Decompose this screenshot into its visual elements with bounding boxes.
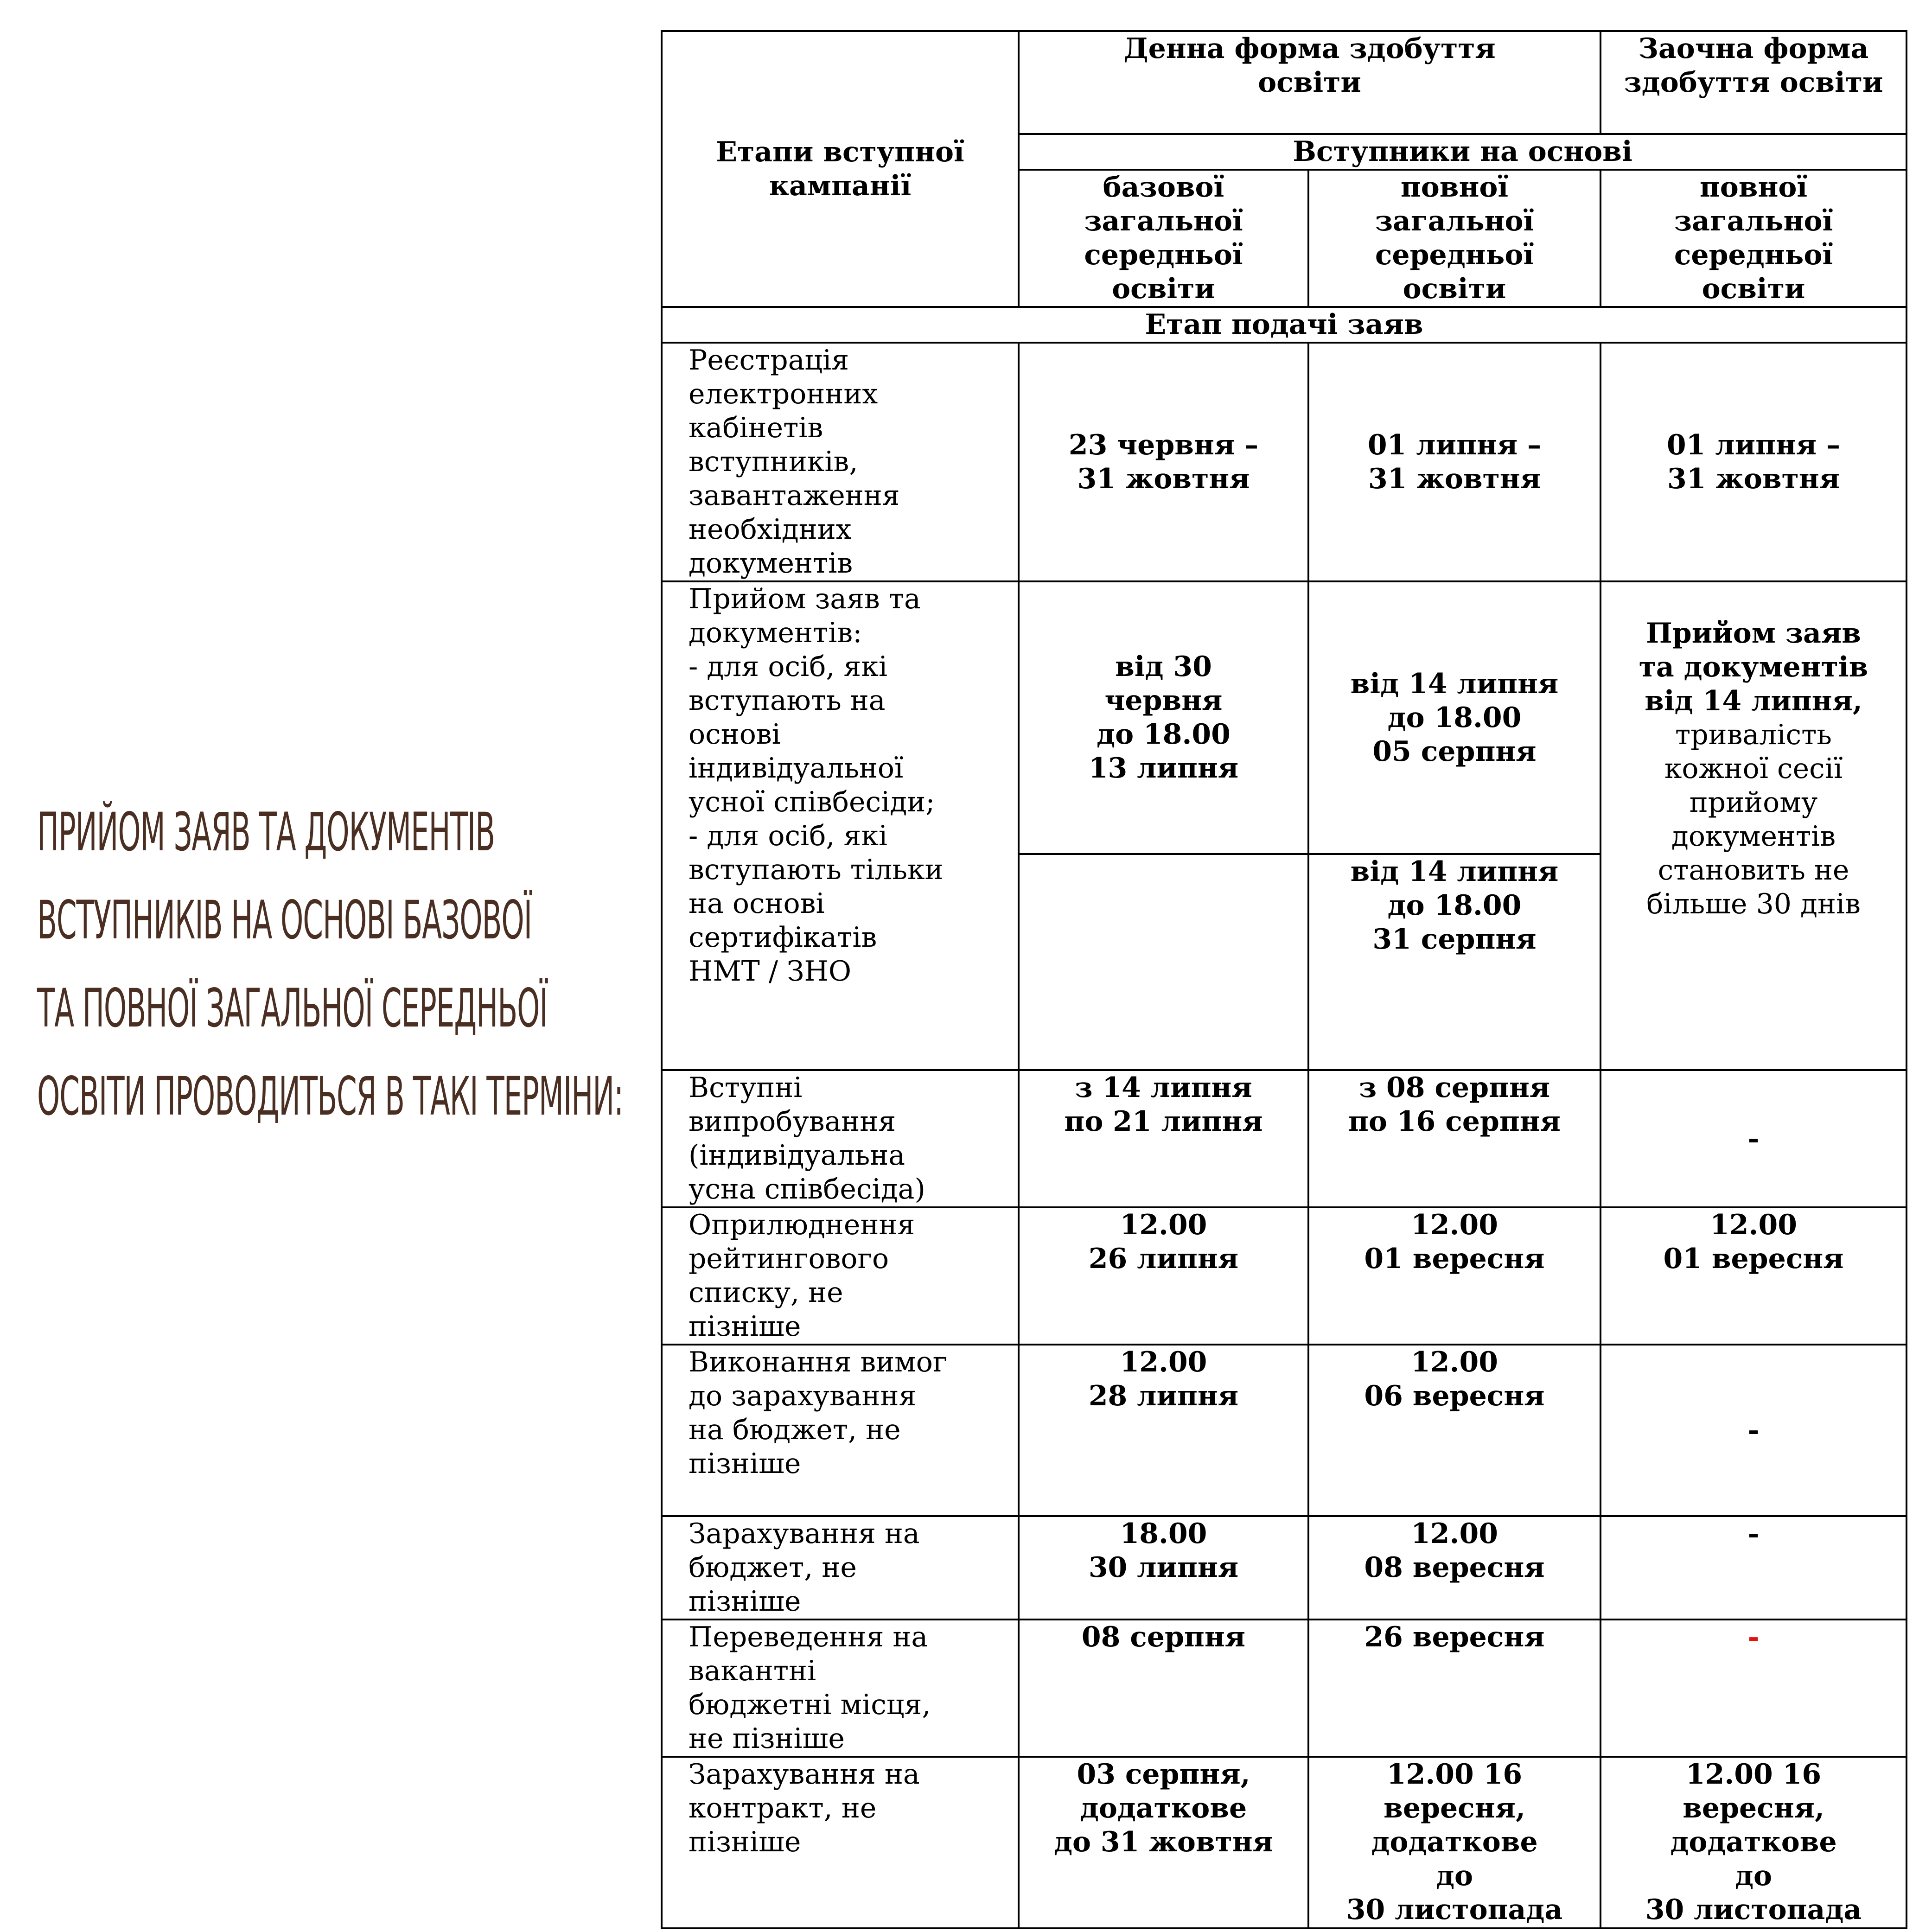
row-enrollment-budget-extra: - <box>1600 1516 1906 1620</box>
row-enrollment-budget-stage: Зарахування на бюджет, не пізніше <box>662 1516 1019 1620</box>
row-intake-a <box>662 581 1906 854</box>
row-rating-basic: 12.00 26 липня <box>1019 1207 1308 1345</box>
row-registration-extra: 01 липня – 31 жовтня <box>1600 343 1906 581</box>
row-enrollment-contract-full-day: 12.00 16 вересня, додаткове до 30 листопада <box>1308 1757 1600 1928</box>
header-extramural-form-text: Заочна форма здобуття освіти <box>1624 32 1883 99</box>
row-exams-stage: Вступні випробування (індивідуальна усна співбесіда) <box>662 1070 1019 1207</box>
header-col-full-extra <box>1600 170 1906 307</box>
row-exams-basic: з 14 липня по 21 липня <box>1019 1070 1308 1207</box>
row-intake-extra-bold: Прийом заяв та документів від 14 липня, <box>1639 617 1868 717</box>
row-rating-stage: Оприлюднення рейтингового списку, не пізніше <box>662 1207 1019 1345</box>
header-day-form <box>1019 31 1600 134</box>
row-enrollment-contract-basic: 03 серпня, додаткове до 31 жовтня <box>1019 1757 1308 1928</box>
row-enrollment-contract-extra: 12.00 16 вересня, додаткове до 30 листопада <box>1600 1757 1906 1928</box>
row-exams-full-day: з 08 серпня по 16 серпня <box>1308 1070 1600 1207</box>
header-day-form-text: Денна форма здобуття освіти <box>1123 32 1496 99</box>
header-col-full-extra-text: повної загальної середньої освіти <box>1674 171 1833 305</box>
row-intake-stage: Прийом заяв та документів: - для осіб, які вступають на основі індивідуальної усної співбесіди; - для осіб, які вступають тільки на основі сертифікатів НМТ / ЗНО <box>662 581 1019 1070</box>
row-transfer-full-day: 26 вересня <box>1308 1620 1600 1757</box>
header-applicants-basis-text: Вступники на основі <box>1293 135 1632 168</box>
header-stages <box>662 31 1019 307</box>
row-intake-basic: від 30 червня до 18.00 13 липня <box>1019 581 1308 854</box>
row-intake-basic-empty <box>1019 854 1308 1070</box>
row-registration <box>662 343 1906 581</box>
side-note-line-2: ВСТУПНИКІВ НА ОСНОВІ БАЗОВОЇ <box>37 889 532 951</box>
section-title-text: Етап подачі заяв <box>1145 308 1423 341</box>
header-col-full-day <box>1308 170 1600 307</box>
row-requirements <box>662 1345 1906 1516</box>
row-enrollment-contract <box>662 1757 1906 1928</box>
section-row <box>662 307 1906 343</box>
row-transfer-extra: - <box>1600 1620 1906 1757</box>
row-registration-full-day: 01 липня – 31 жовтня <box>1308 343 1600 581</box>
row-intake-full-day-interview: від 14 липня до 18.00 05 серпня <box>1308 581 1600 854</box>
row-requirements-basic: 12.00 28 липня <box>1019 1345 1308 1516</box>
row-enrollment-budget <box>662 1516 1906 1620</box>
row-enrollment-contract-stage: Зарахування на контракт, не пізніше <box>662 1757 1019 1928</box>
row-requirements-full-day: 12.00 06 вересня <box>1308 1345 1600 1516</box>
row-requirements-stage: Виконання вимог до зарахування на бюджет, не пізніше <box>662 1345 1019 1516</box>
row-requirements-extra: - <box>1600 1345 1906 1516</box>
row-exams-extra: - <box>1600 1070 1906 1207</box>
side-note-line-1: ПРИЙОМ ЗАЯВ ТА ДОКУМЕНТІВ <box>37 801 495 863</box>
row-registration-stage: Реєстрація електронних кабінетів вступників, завантаження необхідних документів <box>662 343 1019 581</box>
row-transfer-basic: 08 серпня <box>1019 1620 1308 1757</box>
row-registration-basic: 23 червня – 31 жовтня <box>1019 343 1308 581</box>
side-note-heading <box>37 788 649 1141</box>
row-rating-full-day: 12.00 01 вересня <box>1308 1207 1600 1345</box>
side-note-line-3: ТА ПОВНОЇ ЗАГАЛЬНОЇ СЕРЕДНЬОЇ <box>37 977 548 1039</box>
header-stages-text: Етапи вступної кампанії <box>716 135 964 202</box>
header-extramural-form <box>1600 31 1906 134</box>
row-intake-extra-normal: тривалість кожної сесії прийому документів становить не більше 30 днів <box>1646 719 1861 920</box>
row-enrollment-budget-full-day: 12.00 08 вересня <box>1308 1516 1600 1620</box>
admission-schedule-table <box>661 30 1907 1929</box>
header-row-1 <box>662 31 1906 134</box>
row-intake-extra <box>1600 581 1906 1070</box>
header-col-basic <box>1019 170 1308 307</box>
section-title <box>662 307 1906 343</box>
row-rating-extra: 12.00 01 вересня <box>1600 1207 1906 1345</box>
header-col-basic-text: базової загальної середньої освіти <box>1084 171 1243 305</box>
row-intake-full-day-certs: від 14 липня до 18.00 31 серпня <box>1308 854 1600 1070</box>
row-transfer-stage: Переведення на вакантні бюджетні місця, не пізніше <box>662 1620 1019 1757</box>
row-enrollment-budget-basic: 18.00 30 липня <box>1019 1516 1308 1620</box>
row-transfer <box>662 1620 1906 1757</box>
side-note-line-4: ОСВІТИ ПРОВОДИТЬСЯ В ТАКІ ТЕРМІНИ: <box>37 1065 624 1127</box>
header-applicants-basis <box>1019 134 1906 170</box>
header-col-full-day-text: повної загальної середньої освіти <box>1375 171 1534 305</box>
row-rating <box>662 1207 1906 1345</box>
row-exams <box>662 1070 1906 1207</box>
